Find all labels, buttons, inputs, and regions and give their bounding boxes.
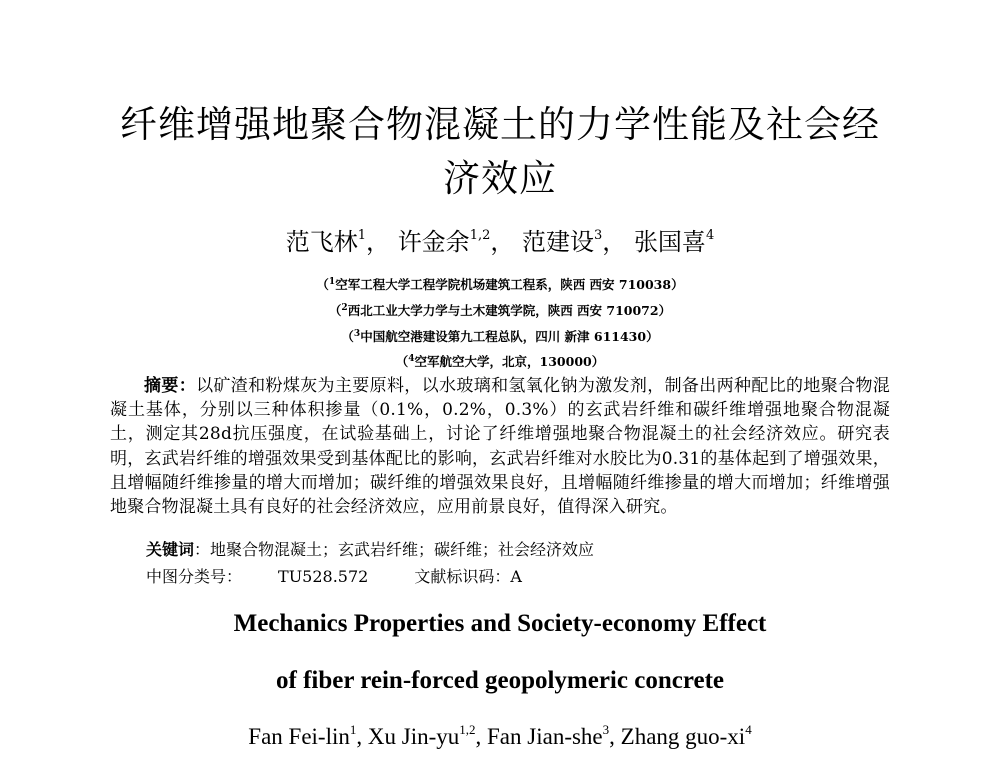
author-1-affiliation-mark-en: 1 <box>349 722 357 737</box>
abstract <box>110 374 890 519</box>
author-1-name: 范飞林 <box>285 228 358 256</box>
keywords-text: 地聚合物混凝土；玄武岩纤维；碳纤维；社会经济效应 <box>210 540 595 559</box>
affiliation-4-text: 空军航空大学，北京，130000 <box>414 354 592 369</box>
chinese-title-line-2: 济效应 <box>443 157 557 200</box>
affiliation-3-text: 中国航空港建设第九工程总队，四川 新津 611430 <box>360 329 647 344</box>
clc-value: TU528.572 <box>278 567 369 586</box>
english-author-list <box>0 724 1000 750</box>
chinese-author-list <box>0 222 1000 257</box>
document-code-value: A <box>510 567 522 586</box>
affiliation-2-mark: 2 <box>341 303 348 313</box>
affiliation-4-mark: 4 <box>408 354 415 364</box>
author-separator: ， <box>366 228 391 256</box>
affiliation-2-text: 西北工业大学力学与土木建筑学院，陕西 西安 710072 <box>347 303 659 318</box>
document-code-label: 文献标识码： <box>414 567 511 586</box>
clc-label: 中图分类号： <box>146 567 243 586</box>
author-separator: ， <box>490 228 515 256</box>
chinese-title-line-1: 纤维增强地聚合物混凝土的力学性能及社会经 <box>120 103 880 146</box>
author-2-affiliation-mark: 1,2 <box>469 228 491 243</box>
author-3-affiliation-mark-en: 3 <box>602 722 610 737</box>
keywords <box>146 537 594 560</box>
english-title-line-2: of fiber rein-forced geopolymeric concrete <box>276 667 724 694</box>
affiliation-3-mark: 3 <box>353 329 361 339</box>
affiliation-4: （$^4$空军航空大学，北京，130000） <box>395 354 605 369</box>
affiliation-1-mark: 1 <box>328 277 336 287</box>
author-3-name-en: Fan Jian-she <box>487 724 603 749</box>
affiliation-2: （$^2$西北工业大学力学与土木建筑学院，陕西 西安 710072） <box>328 303 672 318</box>
author-3-name: 范建设 <box>522 228 595 256</box>
author-1-name-en: Fan Fei-lin <box>248 724 350 749</box>
affiliation-1-text: 空军工程大学工程学院机场建筑工程系，陕西 西安 710038 <box>335 277 672 292</box>
abstract-label-colon: ： <box>178 376 197 396</box>
author-separator-en: , <box>475 724 488 749</box>
author-separator-en: , <box>356 724 368 749</box>
author-3-affiliation-mark: 3 <box>594 228 603 243</box>
author-4-name: 张国喜 <box>633 228 706 256</box>
author-2-name: 许金余 <box>397 228 470 256</box>
classification-line <box>146 564 522 587</box>
author-4-affiliation-mark: 4 <box>705 228 715 243</box>
author-separator-en: , <box>609 724 621 749</box>
abstract-text: 以矿渣和粉煤灰为主要原料，以水玻璃和氢氧化钠为激发剂，制备出两种配比的地聚合物混凝土基体，分别以三种体积掺量（0.1%，0.2%，0.3%）的玄武岩纤维和碳纤维增强地聚合物混凝土，测定其28d抗压强度，在试验基础上，讨论了纤维增强地聚合物混凝土的社会经济效应。研究表明，玄武岩纤维的增强效果受到基体配比的影响，玄武岩纤维对水胶比为0.31的基体起到了增强效果，且增幅随纤维掺量的增大而增加；碳纤维的增强效果良好，且增幅随纤维掺量的增大而增加；纤维增强地聚合物混凝土具有良好的社会经济效应，应用前景良好，值得深入研究。 <box>110 376 891 518</box>
author-4-name-en: Zhang guo-xi <box>620 724 746 749</box>
keywords-label: 关键词 <box>146 540 195 559</box>
author-2-affiliation-mark-en: 1,2 <box>459 722 476 737</box>
keywords-colon: ： <box>194 540 211 559</box>
affiliation-1: （$^1$空军工程大学工程学院机场建筑工程系，陕西 西安 710038） <box>316 277 684 292</box>
english-title-line-1: Mechanics Properties and Society-economy Effect <box>233 610 767 637</box>
author-1-affiliation-mark: 1 <box>357 228 367 243</box>
author-separator: ， <box>602 228 627 256</box>
abstract-label: 摘要 <box>144 376 179 396</box>
author-2-name-en: Xu Jin-yu <box>367 724 460 749</box>
affiliation-3: （$^3$中国航空港建设第九工程总队，四川 新津 611430） <box>341 329 659 344</box>
author-4-affiliation-mark-en: 4 <box>745 722 752 737</box>
